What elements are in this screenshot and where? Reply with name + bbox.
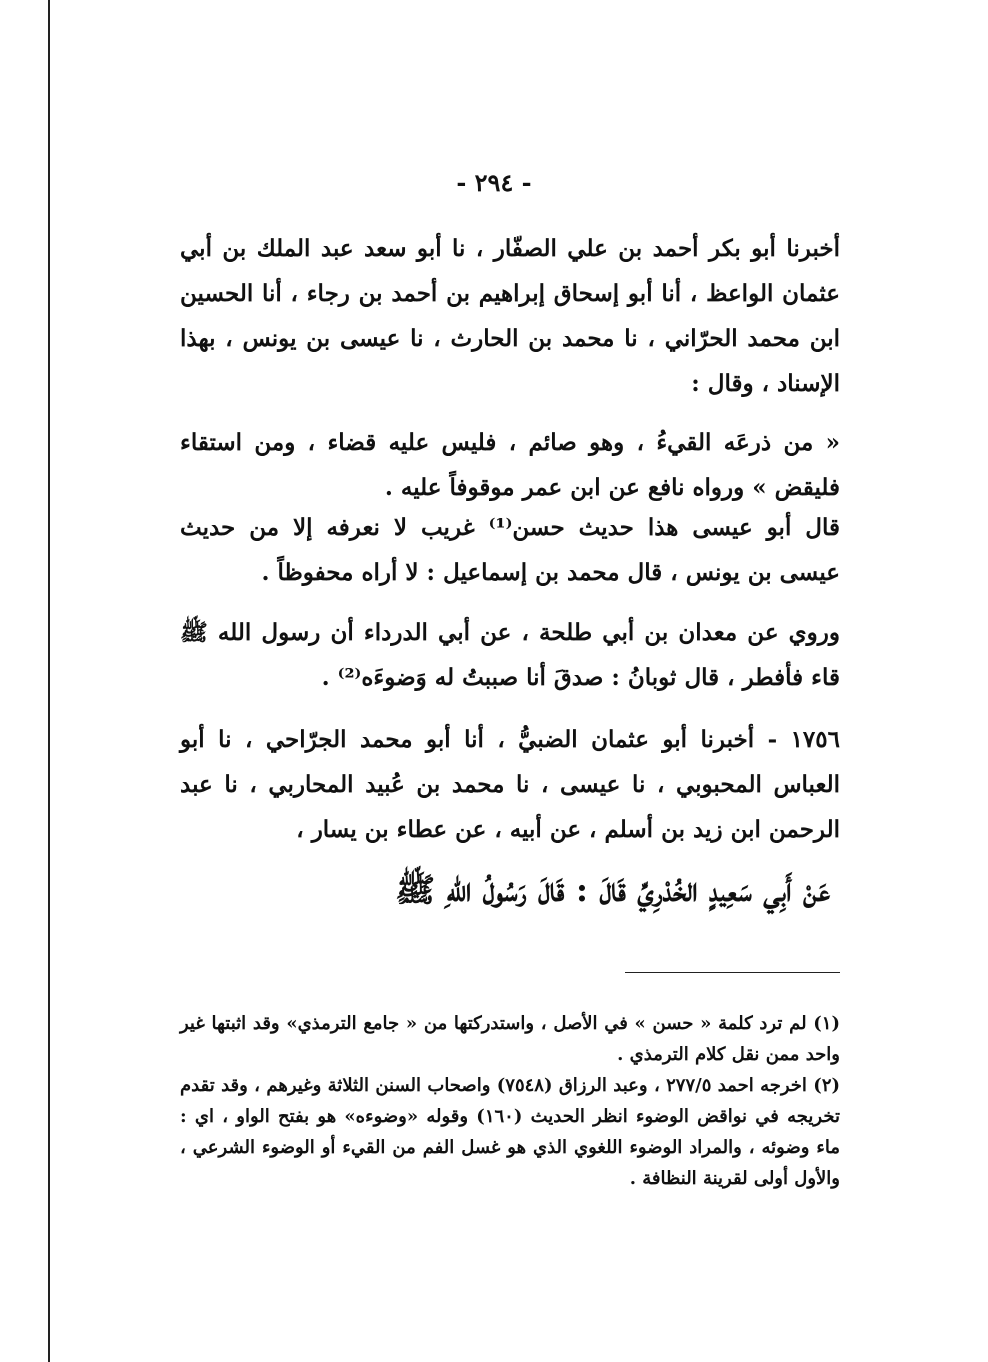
- paragraph-tirmidhi-comment: قال أبو عيسى هذا حديث حسن⁽¹⁾ غريب لا نعرفه إلا من حديث عيسى بن يونس ، قال محمد بن إسماعيل : لا أراه محفوظاً .: [180, 514, 840, 586]
- paragraph-isnad: أخبرنا أبو بكر أحمد بن علي الصفّار ، نا أبو سعد عبد الملك بن أبي عثمان الواعظ ، أنا أبو إسحاق إبراهيم بن أحمد بن رجاء ، أنا الحسين ابن محمد الحرّاني ، نا محمد بن الحارث ، نا عيسى بن يونس ، بهذا الإسناد ، وقال :: [180, 235, 840, 397]
- hadith-heading-line: عَنْ أَبِي سَعِيدٍ الخُدْرِيِّ قَالَ : قَالَ رَسُولُ اللهِ ﷺ: [395, 870, 830, 909]
- page-number: - ٢٩٤ -: [456, 168, 532, 197]
- paragraph-hadith-1756: ١٧٥٦ - أخبرنا أبو عثمان الضبيُّ ، أنا أبو محمد الجرّاحي ، نا أبو العباس المحبوبي ، نا عيسى ، نا محمد بن عُبيد المحاربي ، نا عبد الرحمن ابن زيد بن أسلم ، عن أبيه ، عن عطاء بن يسار ،: [180, 726, 840, 843]
- page-binding-edge: [48, 0, 50, 1362]
- footnote-2: (٢) اخرجه احمد ٢٧٧/٥ ، وعبد الرزاق (٧٥٤٨) واصحاب السنن الثلاثة وغيرهم ، وقد تقدم تخريجه في نواقض الوضوء انظر الحديث (١٦٠) وقوله «وضوءه» هو بفتح الواو ، اي : ماء وضوئه ، والمراد الوضوء اللغوي الذي هو غسل الفم من القيء أو الوضوء الشرعي ، والأول أولى لقرينة النظافة .: [180, 1075, 841, 1189]
- footnote-1: (١) لم ترد كلمة « حسن » في الأصل ، واستدركتها من « جامع الترمذي» وقد اثبتها غير واحد ممن نقل كلام الترمذي .: [180, 1013, 840, 1065]
- paragraph-hadith-text: « من ذرعَه القيءُ ، وهو صائم ، فليس عليه قضاء ، ومن استقاء فليقض » ورواه نافع عن ابن عمر موقوفاً عليه .: [180, 429, 840, 501]
- paragraph-thawban-report: وروي عن معدان بن أبي طلحة ، عن أبي الدرداء أن رسول الله ﷺ قاء فأفطر ، قال ثوبانُ : صدقَ أنا صببتُ له وَضوءَه⁽²⁾ .: [180, 619, 840, 691]
- footnote-divider: [625, 972, 840, 973]
- footnotes: [180, 1008, 840, 1194]
